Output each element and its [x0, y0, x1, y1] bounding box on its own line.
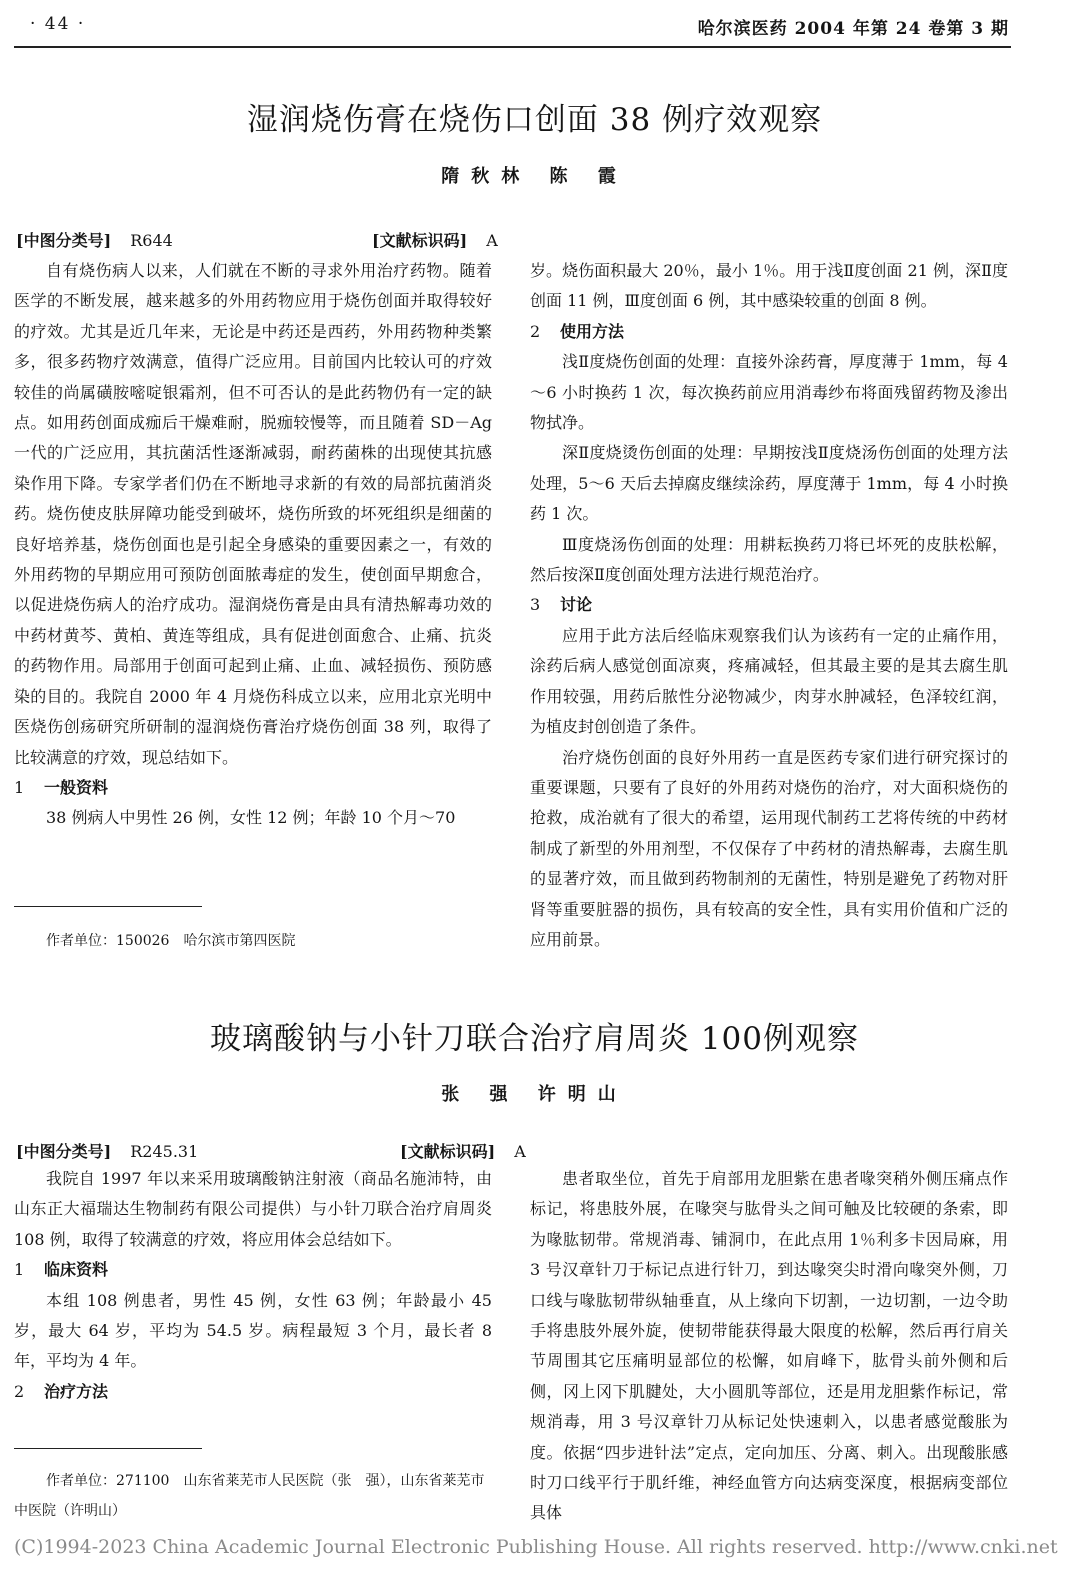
journal-header: 哈尔滨医药 2004 年第 24 卷第 3 期 [697, 19, 1009, 39]
doc-code-value: A [514, 1142, 526, 1161]
article1-section3-heading: 3 讨论 [530, 595, 593, 615]
article1-paragraph: 深Ⅱ度烧烫伤创面的处理：早期按浅Ⅱ度烧汤伤创面的处理方法处理，5～6 天后去掉腐皮继续涂药，厚度薄于 1mm，每 4 小时换药 1 次。 [530, 443, 1008, 524]
doc-code-label: [文献标识码] [372, 231, 468, 250]
classification-label: [中图分类号] [16, 231, 112, 250]
article1-authors: 隋秋林 陈 霞 [441, 166, 628, 187]
article2-footnote: 作者单位：271100 山东省莱芜市人民医院（张 强），山东省莱芜市中医院（许明山） [14, 1473, 485, 1519]
article2-classification [16, 1139, 198, 1162]
article2-right-column [530, 1164, 1008, 1534]
article1-paragraph: Ⅲ度烧汤伤创面的处理：用耕耘换药刀将已坏死的皮肤松解，然后按深Ⅱ度创面处理方法进行规范治疗。 [530, 534, 1008, 585]
article1-footnote: 作者单位：150026 哈尔滨市第四医院 [46, 933, 296, 949]
classification-value: R245.31 [130, 1142, 199, 1161]
article1-paragraph: 浅Ⅱ度烧伤创面的处理：直接外涂药膏，厚度薄于 1mm，每 4～6 小时换药 1 次，每次换药前应用消毒纱布将面残留药物及渗出物拭净。 [530, 352, 1008, 433]
article2-intro: 我院自 1997 年以来采用玻璃酸钠注射液（商品名施沛特，由山东正大福瑞达生物制药有限公司提供）与小针刀联合治疗肩周炎 108 例，取得了较满意的疗效，将应用体会总结如下。 [14, 1169, 492, 1249]
classification-label: [中图分类号] [16, 1142, 112, 1161]
article2-authors: 张 强 许明山 [441, 1084, 628, 1105]
article2-doc-code [400, 1139, 526, 1162]
page-number: · 44 · [30, 14, 86, 34]
article2-left-column [14, 1164, 492, 1407]
article1-section1-heading: 1 一般资料 [14, 777, 109, 797]
article1-intro: 自有烧伤病人以来，人们就在不断的寻求外用治疗药物。随着医学的不断发展，越来越多的外用药物应用于烧伤创面并取得较好的疗效。尤其是近几年来，无论是中药还是西药，外用药物种类繁多，很多药物疗效满意，值得广泛应用。目前国内比较认可的疗效较佳的尚属磺胺嘧啶银霜剂，但不可否认的是此药物仍有一定的缺点。如用药创面成痂后干燥难耐，脱痂较慢等，而且随着 SD－Ag 一代的广泛应用，其抗菌活性逐渐减弱，耐药菌株的出现使其抗感染作用下降。专家学者们仍在不断地寻求新的有效的局部抗菌消炎药。烧伤使皮肤屏障功能受到破坏，烧伤所致的坏死组织是细菌的良好培养基，烧伤创面也是引起全身感染的重要因素之一，有效的外用药物的早期应用可预防创面脓毒症的发生，使创面早期愈合，以促进烧伤病人的治疗成功。湿润烧伤膏是由具有清热解毒功效的中药材黄芩、黄柏、黄连等组成，具有促进创面愈合、止痛、抗炎的药物作用。局部用于创面可起到止痛、止血、减轻损伤、预防感染的目的。我院自 2000 年 4 月烧伤科成立以来，应用北京光明中医烧伤创疡研究所研制的湿润烧伤膏治疗烧伤创面 38 列，取得了比较满意的疗效，现总结如下。 [14, 261, 492, 767]
article2-section1-text: 本组 108 例患者，男性 45 例，女性 63 例；年龄最小 45 岁，最大 64 岁，平均为 54.5 岁。病程最短 3 个月，最长者 8 年，平均为 4 年。 [14, 1290, 492, 1371]
doc-code-value: A [486, 231, 498, 250]
article1-title: 湿润烧伤膏在烧伤口创面 38 例疗效观察 [246, 102, 823, 138]
article1-section2-heading: 2 使用方法 [530, 321, 625, 341]
header-rule [14, 46, 1011, 48]
article1-right-column [530, 256, 1008, 955]
article2-section2-heading: 2 治疗方法 [14, 1381, 109, 1401]
article1-paragraph: 应用于此方法后经临床观察我们认为该药有一定的止痛作用，涂药后病人感觉创面凉爽，疼痛减轻，但其最主要的是其去腐生肌作用较强，用药后脓性分泌物减少，肉芽水肿减轻，色泽较红润，为植皮封创创造了条件。 [530, 625, 1008, 737]
footnote-rule [14, 906, 202, 907]
article1-left-column [14, 256, 492, 834]
article2-section1-heading: 1 临床资料 [14, 1260, 109, 1280]
doc-code-label: [文献标识码] [400, 1142, 496, 1161]
article1-paragraph: 治疗烧伤创面的良好外用药一直是医药专家们进行研究探讨的重要课题，只要有了良好的外用药对烧伤的治疗，对大面积烧伤的抢救，成治就有了很大的希望，运用现代制药工艺将传统的中药材制成了新型的外用剂型，不仅保存了中药材的清热解毒，去腐生肌的显著疗效，而且做到药物制剂的无菌性，特别是避免了药物对肝肾等重要脏器的损伤，具有较高的安全性，具有实用价值和广泛的应用前景。 [530, 747, 1008, 949]
article1-classification [16, 228, 173, 251]
article2-paragraph: 患者取坐位，首先于肩部用龙胆紫在患者喙突稍外侧压痛点作标记，将患肢外展，在喙突与肱骨头之间可触及比较硬的条索，即为喙肱韧带。常规消毒、铺洞巾，在此点用 1％利多卡因局麻，用 3 号汉章针刀于标记点进行针刀，到达喙突尖时滑向喙突外侧，刀口线与喙肱韧带纵轴垂直，从上缘向下切割，一边切割，一边令助手将患肢外展外旋，使韧带能获得最大限度的松解，然后再行肩关节周围其它压痛明显部位的松懈，如肩峰下，肱骨头前外侧和后侧，冈上冈下肌腱处，大小圆肌等部位，还是用龙胆紫作标记，常规消毒，用 3 号汉章针刀从标记处快速刺入，以患者感觉酸胀为度。依据“四步进针法”定点，定向加压、分离、刺入。出现酸胀感时刀口线平行于肌纤维，神经血管方向达病变深度，根据病变部位具体 [530, 1169, 1008, 1523]
article1-section1-text: 38 例病人中男性 26 例，女性 12 例；年龄 10 个月～70 [46, 808, 456, 828]
footnote-rule [14, 1448, 202, 1449]
article1-continuation: 岁。烧伤面积最大 20％，最小 1％。用于浅Ⅱ度创面 21 例，深Ⅱ度创面 11 例，Ⅲ度创面 6 例，其中感染较重的创面 8 例。 [530, 261, 1008, 311]
watermark: (C)1994-2023 China Academic Journal Electronic Publishing House. All rights reserved. http://www.cnki.net [14, 1536, 1058, 1558]
article1-doc-code [372, 228, 498, 251]
classification-value: R644 [130, 231, 173, 250]
article2-title: 玻璃酸钠与小针刀联合治疗肩周炎 100例观察 [209, 1021, 860, 1057]
